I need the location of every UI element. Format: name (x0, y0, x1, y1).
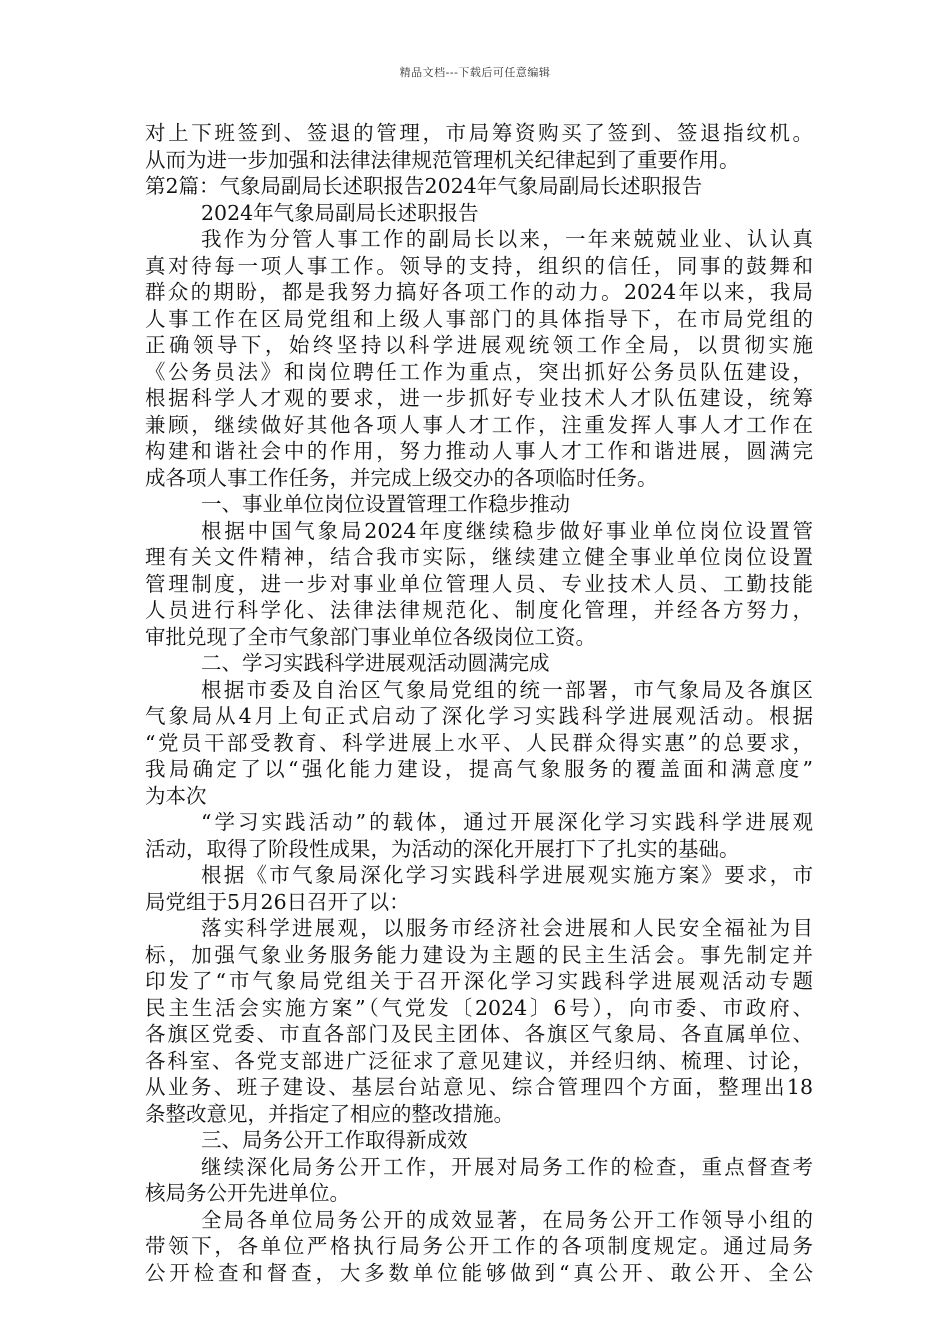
text-line: 全局各单位局务公开的成效显著，在局务公开工作领导小组的 (201, 1207, 813, 1232)
page-header: 精品文档---下载后可任意编辑 (399, 66, 551, 79)
text-line: 《公务员法》和岗位聘任工作为重点，突出抓好公务员队伍建设， (145, 359, 813, 384)
text-line: 2024年气象局副局长述职报告 (201, 200, 479, 225)
text-line: 印发了“市气象局党组关于召开深化学习实践科学进展观活动专题 (145, 969, 813, 993)
text-line: 局党组于5月26日召开了以： (145, 889, 410, 914)
text-line: 审批兑现了全市气象部门事业单位各级岗位工资。 (145, 624, 596, 649)
text-line: 各旗区党委、市直各部门及民主团体、各旗区气象局、各直属单位、 (145, 1022, 813, 1046)
text-line: 根据科学人才观的要求，进一步抓好专业技术人才队伍建设，统筹 (145, 386, 813, 410)
text-line: 为本次 (145, 783, 207, 808)
text-line: 各科室、各党支部进广泛征求了意见建议，并经归纳、梳理、讨论， (145, 1048, 813, 1073)
text-line: 对上下班签到、签退的管理，市局筹资购买了签到、签退指纹机。 (145, 121, 813, 145)
text-line: 民主生活会实施方案”（气党发〔2024〕6号），向市委、市政府、 (145, 995, 813, 1020)
text-line: 继续深化局务公开工作，开展对局务工作的检查，重点督查考 (201, 1154, 813, 1179)
text-line: 兼顾，继续做好其他各项人事人才工作，注重发挥人事人才工作在 (145, 412, 813, 437)
text-line: 标，加强气象业务服务能力建设为主题的民主生活会。事先制定并 (145, 942, 813, 967)
text-line: 根据中国气象局2024年度继续稳步做好事业单位岗位设置管 (201, 518, 813, 543)
text-line: 我作为分管人事工作的副局长以来，一年来兢兢业业、认认真 (201, 227, 813, 251)
text-line: 人事工作在区局党组和上级人事部门的具体指导下，在市局党组的 (145, 306, 813, 331)
text-line: 第2篇：气象局副局长述职报告2024年气象局副局长述职报告 (145, 174, 703, 198)
text-line: 气象局从4月上旬正式启动了深化学习实践科学进展观活动。根据 (145, 704, 813, 728)
text-line: 活动，取得了阶段性成果，为活动的深化开展打下了扎实的基础。 (145, 836, 740, 861)
text-line: 从业务、班子建设、基层台站意见、综合管理四个方面，整理出18 (145, 1075, 813, 1099)
text-line: 真对待每一项人事工作。领导的支持，组织的信任，同事的鼓舞和 (145, 253, 813, 278)
text-line: 管理制度，进一步对事业单位管理人员、专业技术人员、工勤技能 (145, 571, 813, 596)
text-line: 二、学习实践科学进展观活动圆满完成 (201, 651, 550, 675)
text-line: “党员干部受教育、科学进展上水平、人民群众得实惠”的总要求， (145, 730, 813, 755)
text-line: 一、事业单位岗位设置管理工作稳步推动 (201, 492, 570, 516)
text-line: 带领下，各单位严格执行局务公开工作的各项制度规定。通过局务 (145, 1234, 813, 1258)
text-line: 我局确定了以“强化能力建设，提高气象服务的覆盖面和满意度” (145, 757, 813, 781)
text-line: 成各项人事工作任务，并完成上级交办的各项临时任务。 (145, 465, 658, 490)
text-line: 落实科学进展观，以服务市经济社会进展和人民安全福祉为目 (201, 916, 813, 940)
text-line: 构建和谐社会中的作用，努力推动人事人才工作和谐进展，圆满完 (145, 439, 813, 463)
text-line: 根据市委及自治区气象局党组的统一部署，市气象局及各旗区 (201, 677, 813, 702)
text-line: 从而为进一步加强和法律法律规范管理机关纪律起到了重要作用。 (145, 147, 740, 172)
document-body (145, 120, 813, 1286)
text-line: 理有关文件精神，结合我市实际，继续建立健全事业单位岗位设置 (145, 545, 813, 569)
text-line: 三、局务公开工作取得新成效 (201, 1128, 468, 1152)
text-line: 公开检查和督查，大多数单位能够做到“真公开、敢公开、全公 (145, 1260, 813, 1285)
text-line: 条整改意见，并指定了相应的整改措施。 (145, 1101, 514, 1126)
text-line: “学习实践活动”的载体，通过开展深化学习实践科学进展观 (201, 810, 813, 834)
text-line: 群众的期盼，都是我努力搞好各项工作的动力。2024年以来，我局 (145, 280, 813, 304)
text-line: 人员进行科学化、法律法律规范化、制度化管理，并经各方努力， (145, 598, 813, 622)
text-line: 核局务公开先进单位。 (145, 1181, 350, 1205)
text-line: 根据《市气象局深化学习实践科学进展观实施方案》要求，市 (201, 863, 813, 887)
text-line: 正确领导下，始终坚持以科学进展观统领工作全局，以贯彻实施 (145, 333, 813, 357)
